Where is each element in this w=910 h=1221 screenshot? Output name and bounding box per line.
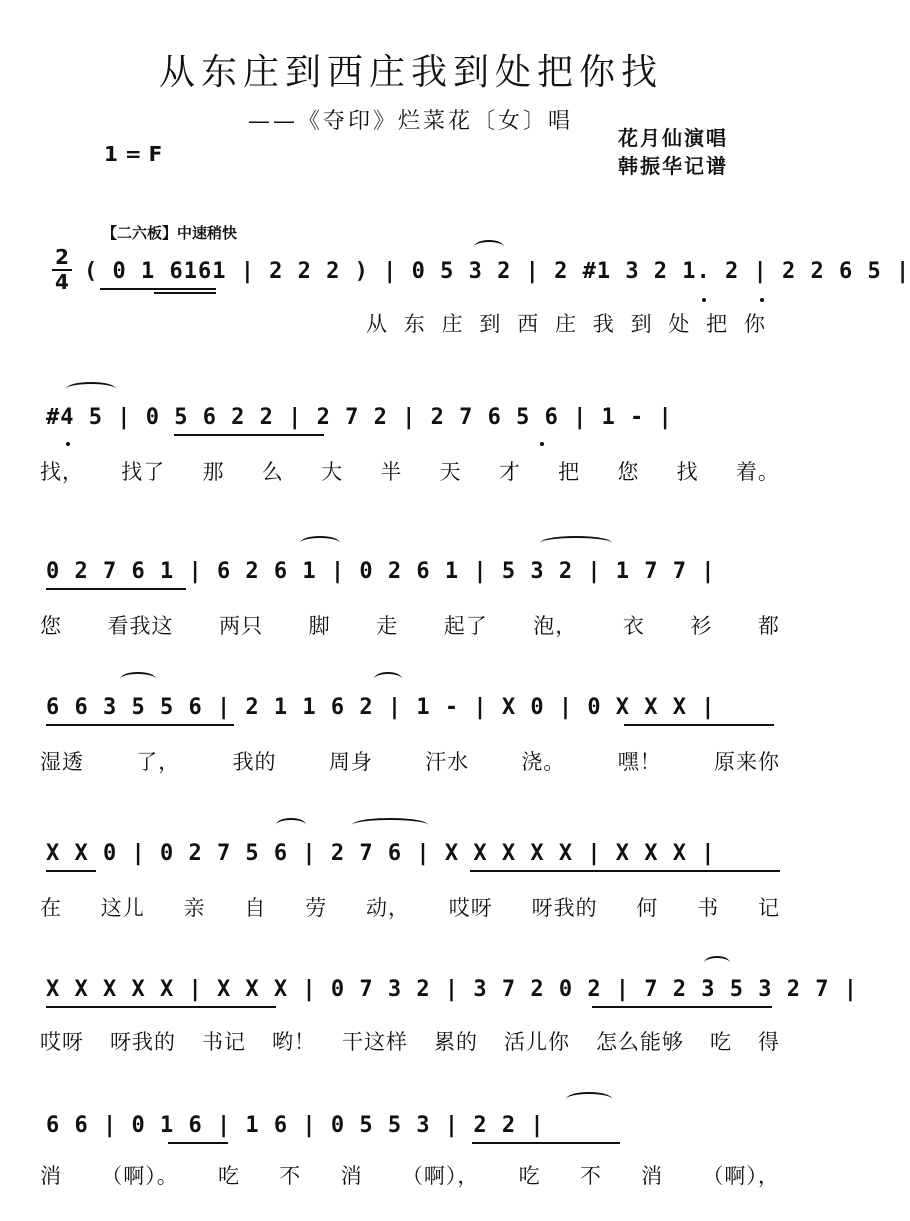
lyric-syllable: 哎呀 (448, 896, 493, 920)
lyric-syllable: 嘿！ (617, 750, 662, 774)
staff-row-6 (0, 970, 858, 1010)
lyric-syllable: 在 (40, 896, 62, 920)
lyric-syllable: 亲 (183, 896, 206, 920)
underline (470, 870, 780, 872)
lyric-syllable: 那 (202, 460, 225, 484)
slur (374, 672, 402, 686)
slur (120, 672, 156, 686)
lyric-syllable: 到 (630, 312, 653, 336)
slur (276, 818, 306, 832)
lyric-syllable: （啊）， (401, 1164, 480, 1188)
lyric-syllable: 泡， (533, 614, 578, 638)
lyric-syllable: 不 (279, 1164, 302, 1188)
lyric-syllable: 原来你 (713, 750, 780, 774)
lyric-syllable: 吃 (218, 1164, 241, 1188)
lyric-syllable: 都 (757, 614, 780, 638)
lyric-syllable: 周身 (328, 750, 373, 774)
lyric-syllable: 累的 (434, 1030, 478, 1054)
lyric-syllable: 何 (636, 896, 659, 920)
lyric-syllable: 找 (676, 460, 699, 484)
lyric-syllable: 劳 (305, 896, 328, 920)
underline (46, 870, 96, 872)
underline (624, 724, 774, 726)
singer-credit: 花月仙演唱 (618, 126, 728, 150)
staff-row-2 (0, 398, 822, 438)
lyric-syllable: 大 (321, 460, 344, 484)
underline (100, 288, 216, 290)
lyric-syllable: 书 (697, 896, 720, 920)
lyric-syllable: 消 (641, 1164, 664, 1188)
lyric-syllable: 我的 (232, 750, 277, 774)
lyric-syllable: 你 (743, 312, 766, 336)
lyric-syllable: 庄 (441, 312, 464, 336)
lyric-syllable: 脚 (308, 614, 331, 638)
lyric-syllable: 处 (668, 312, 691, 336)
lyric-syllable: 这儿 (100, 896, 145, 920)
staff-row-4 (0, 688, 822, 728)
notes-row-6: X X X X X | X X X | 0 7 3 2 | 3 7 2 0 2 | 7 2 3 5 3 2 7 | (46, 977, 858, 1002)
lyric-syllable: 走 (376, 614, 399, 638)
lyric-syllable: 干这样 (342, 1030, 408, 1054)
notes-row-5: X X 0 | 0 2 7 5 6 | 2 7 6 | X X X X X | X X X | (46, 841, 716, 866)
lyric-syllable: 两只 (219, 614, 264, 638)
underline (174, 434, 324, 436)
lyrics-row-6 (40, 1026, 780, 1056)
tempo-marking: 【二六板】中速稍快 (102, 224, 238, 242)
notes-row-4: 6 6 3 5 5 6 | 2 1 1 6 2 | 1 - | X 0 | 0 X X X | (46, 695, 716, 720)
lyric-syllable: 从 (366, 312, 388, 336)
lyric-syllable: 呀我的 (531, 896, 598, 920)
lyric-syllable: 找， (40, 460, 84, 484)
lyric-syllable: 您 (40, 614, 62, 638)
underline (46, 724, 234, 726)
lyric-syllable: 衣 (622, 614, 645, 638)
lyric-syllable: 活儿你 (504, 1030, 570, 1054)
slur (352, 818, 428, 832)
lyric-syllable: 西 (517, 312, 540, 336)
lyric-syllable: 自 (244, 896, 267, 920)
lyric-syllable: 汗水 (425, 750, 470, 774)
lyric-syllable: 您 (617, 460, 640, 484)
lyric-syllable: 天 (439, 460, 462, 484)
staff-row-1 (0, 252, 910, 292)
lyric-syllable: 书记 (202, 1030, 246, 1054)
notes-row-7: 6 6 | 0 1 6 | 1 6 | 0 5 5 3 | 2 2 | (46, 1113, 545, 1138)
notation-credit: 韩振华记谱 (618, 154, 728, 178)
dot (66, 442, 70, 446)
lyric-syllable: 哟！ (272, 1030, 316, 1054)
time-signature-bottom: 4 (55, 270, 69, 294)
underline (154, 292, 216, 294)
underline (46, 588, 186, 590)
dot (540, 442, 544, 446)
lyric-syllable: 怎么能够 (596, 1030, 684, 1054)
lyric-syllable: 找了 (121, 460, 166, 484)
lyrics-row-1 (366, 308, 766, 338)
slur (66, 382, 116, 396)
lyric-syllable: 了， (136, 750, 181, 774)
lyrics-row-4 (40, 746, 780, 776)
dot (760, 298, 764, 302)
staff-row-5 (0, 834, 822, 874)
lyric-syllable: 庄 (554, 312, 577, 336)
slur (474, 240, 504, 254)
lyric-syllable: 把 (558, 460, 581, 484)
notes-row-1: ( 0 1 6161 | 2 2 2 ) | 0 5 3 2 | 2 #1 3 2 1. 2 | 2 2 6 5 | (84, 259, 910, 284)
dot (702, 298, 706, 302)
lyric-syllable: 到 (479, 312, 502, 336)
slur (704, 956, 730, 970)
lyric-syllable: 呀我的 (110, 1030, 176, 1054)
lyric-syllable: 我 (592, 312, 615, 336)
lyric-syllable: 湿透 (40, 750, 84, 774)
lyric-syllable: 半 (380, 460, 403, 484)
underline (46, 1006, 276, 1008)
lyric-syllable: 把 (706, 312, 729, 336)
lyric-syllable: 着。 (735, 460, 780, 484)
lyrics-row-5 (40, 892, 780, 922)
lyric-syllable: 动， (365, 896, 410, 920)
lyric-syllable: 才 (498, 460, 521, 484)
lyric-syllable: 得 (758, 1030, 780, 1054)
song-subtitle: ——《夺印》烂菜花〔女〕唱 (248, 109, 574, 134)
underline (168, 1142, 228, 1144)
staff-row-7 (0, 1106, 822, 1146)
slur (300, 536, 340, 550)
notes-row-3: 0 2 7 6 1 | 6 2 6 1 | 0 2 6 1 | 5 3 2 | 1 7 7 | (46, 559, 716, 584)
lyric-syllable: 消 (340, 1164, 363, 1188)
lyric-syllable: 不 (579, 1164, 602, 1188)
time-signature-top: 2 (55, 245, 69, 269)
lyric-syllable: （啊）。 (101, 1164, 179, 1188)
lyric-syllable: 消 (40, 1164, 62, 1188)
lyric-syllable: 浇。 (521, 750, 566, 774)
lyric-syllable: 记 (757, 896, 780, 920)
lyric-syllable: 吃 (710, 1030, 732, 1054)
staff-row-3 (0, 552, 822, 592)
slur (540, 536, 612, 550)
notes-row-2: #4 5 | 0 5 6 2 2 | 2 7 2 | 2 7 6 5 6 | 1 - | (46, 405, 673, 430)
lyric-syllable: 东 (403, 312, 426, 336)
lyric-syllable: 哎呀 (40, 1030, 84, 1054)
lyric-syllable: 么 (261, 460, 284, 484)
song-title: 从东庄到西庄我到处把你找 (158, 52, 663, 93)
underline (472, 1142, 620, 1144)
key-signature: 1 = F (104, 142, 163, 166)
lyrics-row-3 (40, 610, 780, 640)
lyric-syllable: 起了 (443, 614, 488, 638)
underline (592, 1006, 772, 1008)
lyric-syllable: 吃 (518, 1164, 541, 1188)
lyric-syllable: （啊）， (702, 1164, 780, 1188)
lyric-syllable: 看我这 (107, 614, 174, 638)
lyrics-row-7 (40, 1160, 780, 1190)
lyrics-row-2 (40, 456, 780, 486)
lyric-syllable: 衫 (690, 614, 713, 638)
slur (566, 1092, 612, 1106)
